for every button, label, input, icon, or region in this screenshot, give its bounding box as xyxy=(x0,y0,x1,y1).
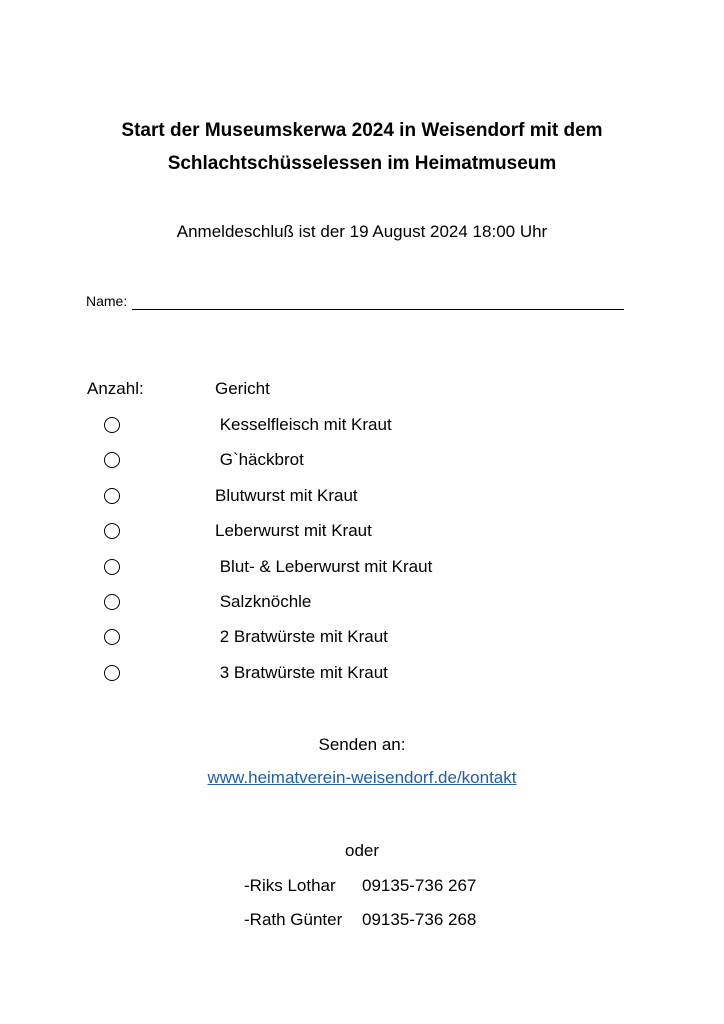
contact-link[interactable]: www.heimatverein-weisendorf.de/kontakt xyxy=(207,768,517,787)
dish-item-2-bratwuerste xyxy=(0,625,724,660)
dish-radio-3-bratwuerste[interactable] xyxy=(104,665,120,681)
page-title xyxy=(0,114,724,180)
title-line-2: Schlachtschüsselessen im Heimatmuseum xyxy=(167,153,557,174)
dish-radio-leberwurst[interactable] xyxy=(104,523,120,539)
name-row xyxy=(86,290,626,312)
dish-radio-haeckbrot[interactable] xyxy=(104,452,120,468)
dish-radio-2-bratwuerste[interactable] xyxy=(104,629,120,645)
dish-item-blutwurst xyxy=(0,484,724,519)
dish-label: Salzknöchle xyxy=(215,591,312,611)
dish-header: Gericht xyxy=(215,379,270,398)
dish-item-leberwurst xyxy=(0,519,724,554)
contact-link-row xyxy=(0,766,724,790)
contact-entry-rath xyxy=(244,908,504,932)
dish-label: G`häckbrot xyxy=(215,450,304,470)
dish-label: Blut- & Leberwurst mit Kraut xyxy=(215,556,433,576)
contact-entry-riks xyxy=(244,874,504,898)
contact-phone: 09135-736 267 xyxy=(362,876,477,895)
dish-item-3-bratwuerste xyxy=(0,661,724,696)
dish-label: Kesselfleisch mit Kraut xyxy=(215,415,392,434)
dish-item-kesselfleisch xyxy=(0,413,724,448)
dish-label: Blutwurst mit Kraut xyxy=(215,485,358,505)
registration-deadline: Anmeldeschluß ist der 19 August 2024 18:00 Uhr xyxy=(176,222,548,241)
contact-phone: 09135-736 268 xyxy=(362,910,477,929)
dish-item-blut-leberwurst xyxy=(0,555,724,590)
name-label: Name: xyxy=(86,293,128,309)
dish-label: Leberwurst mit Kraut xyxy=(215,521,372,541)
contact-name: -Rath Günter xyxy=(244,910,343,929)
dish-list xyxy=(0,413,724,696)
title-line-1: Start der Museumskerwa 2024 in Weisendorf mit dem xyxy=(121,120,603,141)
or-label: oder xyxy=(344,841,380,860)
dish-radio-salzknoechle[interactable] xyxy=(104,594,120,610)
contact-name: -Riks Lothar xyxy=(244,876,336,895)
dish-item-haeckbrot xyxy=(0,448,724,483)
dish-radio-kesselfleisch[interactable] xyxy=(104,417,120,433)
name-field[interactable] xyxy=(132,291,624,310)
dish-label: 2 Bratwürste mit Kraut xyxy=(215,627,388,647)
dish-radio-blut-leberwurst[interactable] xyxy=(104,559,120,575)
dish-item-salzknoechle xyxy=(0,590,724,625)
dish-radio-blutwurst[interactable] xyxy=(104,488,120,504)
send-to-label: Senden an: xyxy=(318,735,406,754)
quantity-header: Anzahl: xyxy=(87,379,144,398)
dish-label: 3 Bratwürste mit Kraut xyxy=(215,662,388,682)
